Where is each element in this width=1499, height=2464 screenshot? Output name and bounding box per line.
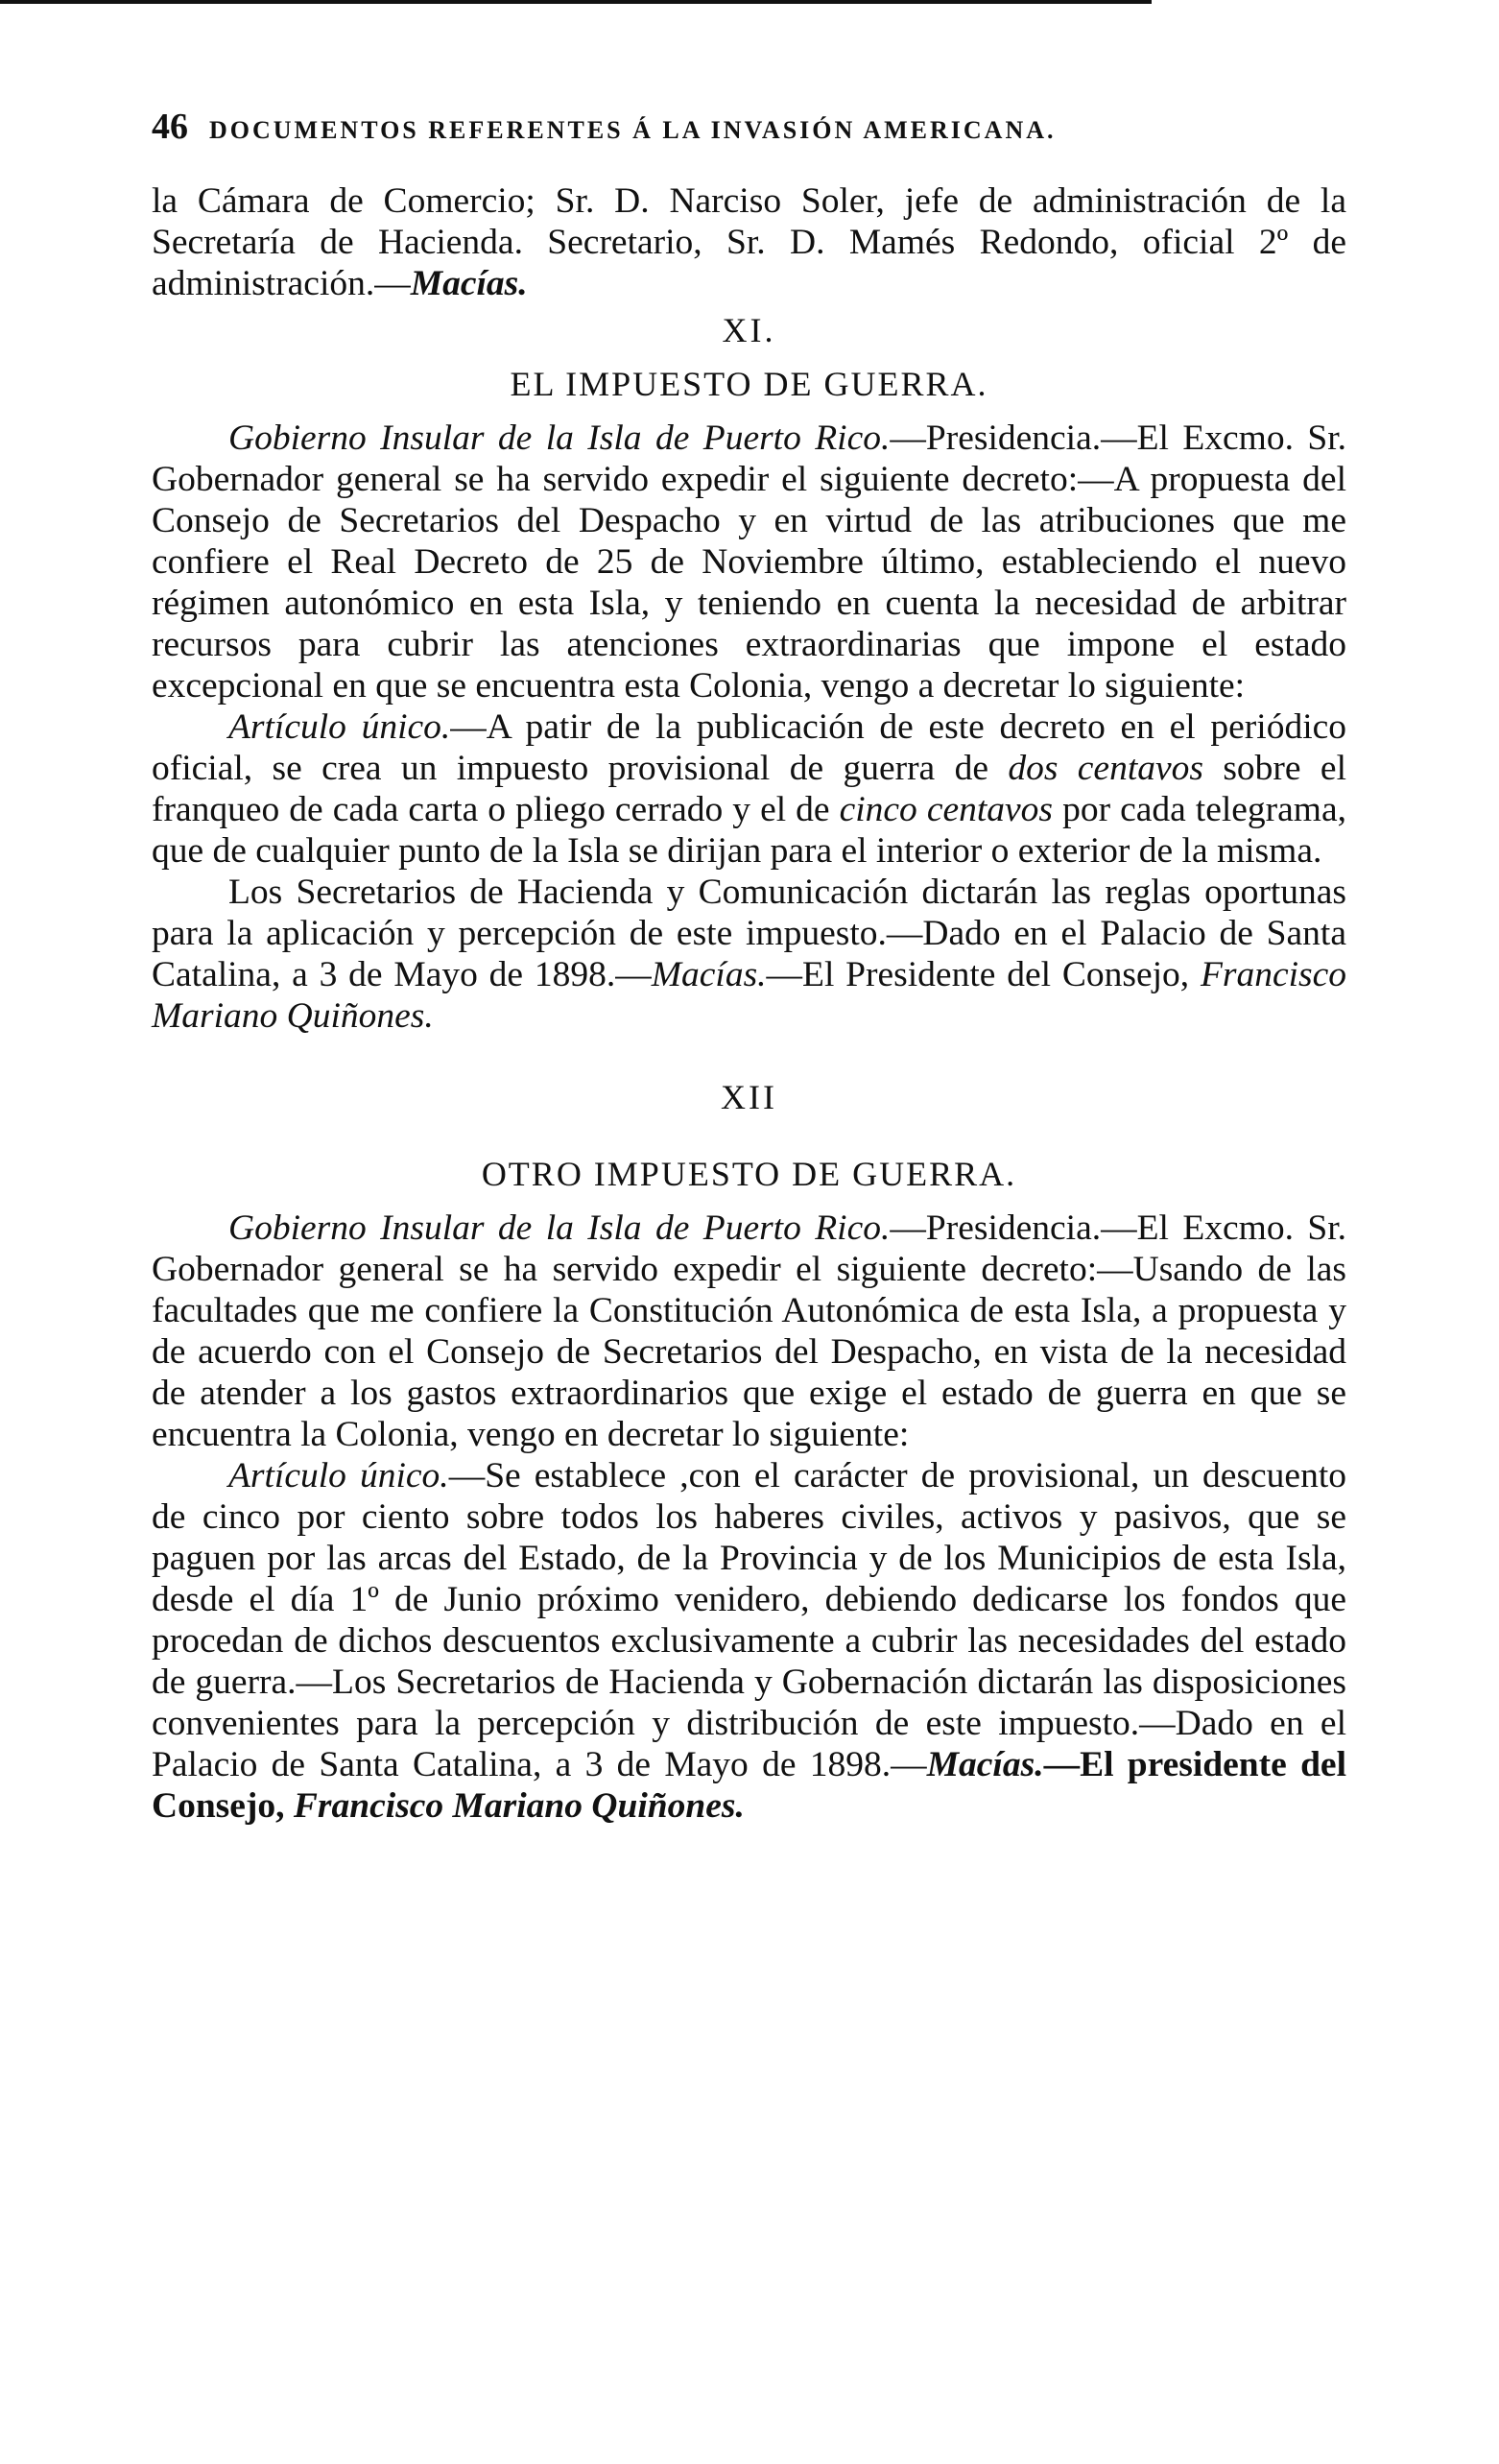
section-xi-para3-it1: Macías. bbox=[651, 955, 767, 994]
section-xii-para1-text: —Presidencia.—El Excmo. Sr. Gobernador general se ha servido expedir el siguiente decreto:—Usando de las facultades que me confiere la Constitución Autonómica de esta Isla, a propuesta y de acuerdo con el Consejo de Secretarios del Despacho, en vista de la necesidad de atender a los gastos extraordinarios que exige el estado de guerra en que se encuentra la Colonia, vengo en decretar lo siguiente: bbox=[152, 1208, 1347, 1454]
section-xi-para2-c: por cada telegrama, que de cualquier punto de la Isla se dirijan para el interior o exterior de la misma. bbox=[152, 790, 1346, 871]
page-header bbox=[152, 106, 1346, 148]
section-xi-para2-b: sobre el franqueo de cada carta o pliego cerrado y el de bbox=[152, 749, 1346, 829]
section-xii-issuer: Gobierno Insular de la Isla de Puerto Rico. bbox=[228, 1208, 891, 1248]
section-xii-paragraph-2 bbox=[152, 1455, 1346, 1827]
section-xii-title: OTRO IMPUESTO DE GUERRA. bbox=[481, 1155, 1017, 1193]
page-number: 46 bbox=[152, 107, 188, 147]
section-xii-para2-b: —El presidente del Consejo, bbox=[152, 1745, 1346, 1826]
section-xi-para3-a: Los Secretarios de Hacienda y Comunicación dictarán las reglas oportunas para la aplicación y percepción de este impuesto.—Dado en el Palacio de Santa Catalina, a 3 de Mayo de 1898.— bbox=[152, 873, 1346, 994]
section-xi-title: EL IMPUESTO DE GUERRA. bbox=[510, 365, 988, 403]
running-title: DOCUMENTOS REFERENTES Á LA INVASIÓN AMERICANA. bbox=[209, 116, 1057, 144]
section-xi-paragraph-3 bbox=[152, 872, 1346, 1037]
section-xi-number: XI. bbox=[722, 311, 776, 349]
section-xi-paragraph-2 bbox=[152, 706, 1346, 872]
section-xi-issuer: Gobierno Insular de la Isla de Puerto Rico. bbox=[228, 419, 891, 458]
intro-text: la Cámara de Comercio; Sr. D. Narciso Soler, jefe de administración de la Secretaría de Hacienda. Secretario, Sr. D. Mamés Redondo, oficial 2º de administración.— bbox=[152, 181, 1346, 303]
section-xii-para2-it1: Macías. bbox=[926, 1745, 1044, 1784]
section-xii-article-label: Artículo único. bbox=[228, 1456, 449, 1495]
section-xi-para2-it2: cinco centavos bbox=[839, 790, 1054, 829]
section-xii-para2-it2: Francisco Mariano Quiñones. bbox=[293, 1786, 745, 1826]
intro-paragraph bbox=[152, 180, 1346, 304]
section-xi-para3-it2: Francisco Mariano Quiñones. bbox=[152, 955, 1347, 1036]
section-xi-para3-b: —El Presidente del Consejo, bbox=[766, 955, 1201, 994]
section-xii-para2-a: —Se establece ,con el carácter de provisional, un descuento de cinco por ciento sobre todos los haberes civiles, activos y pasivos, que se paguen por las arcas del Estado, de la Provincia y de los Municipios de esta Isla, desde el día 1º de Junio próximo venidero, debiendo dedicarse los fondos que procedan de dichos descuentos exclusivamente a cubrir las necesidades del estado de guerra.—Los Secretarios de Hacienda y Gobernación dictarán las disposiciones convenientes para la percepción y distribución de este impuesto.—Dado en el Palacio de Santa Catalina, a 3 de Mayo de 1898.— bbox=[152, 1456, 1346, 1784]
section-xii-number: XII bbox=[721, 1078, 777, 1116]
section-xi-article-label: Artículo único. bbox=[228, 707, 451, 747]
section-xi-para2-a: —A patir de la publicación de este decreto en el periódico oficial, se crea un impuesto provisional de guerra de bbox=[152, 707, 1347, 788]
document-page bbox=[152, 106, 1346, 1827]
section-xi-paragraph-1 bbox=[152, 418, 1346, 706]
intro-signature: Macías. bbox=[410, 264, 528, 303]
top-rule bbox=[0, 0, 1152, 4]
section-xi-para1-text: —Presidencia.—El Excmo. Sr. Gobernador general se ha servido expedir el siguiente decreto:—A propuesta del Consejo de Secretarios del Despacho y en virtud de las atribuciones que me confiere el Real Decreto de 25 de Noviembre último, estableciendo el nuevo régimen autonómico en esta Isla, y teniendo en cuenta la necesidad de arbitrar recursos para cubrir las atenciones extraordinarias que impone el estado excepcional en que se encuentra esta Colonia, vengo a decretar lo siguiente: bbox=[152, 419, 1347, 706]
section-xi-para2-it1: dos centavos bbox=[1008, 749, 1203, 788]
section-xii-paragraph-1 bbox=[152, 1208, 1346, 1455]
